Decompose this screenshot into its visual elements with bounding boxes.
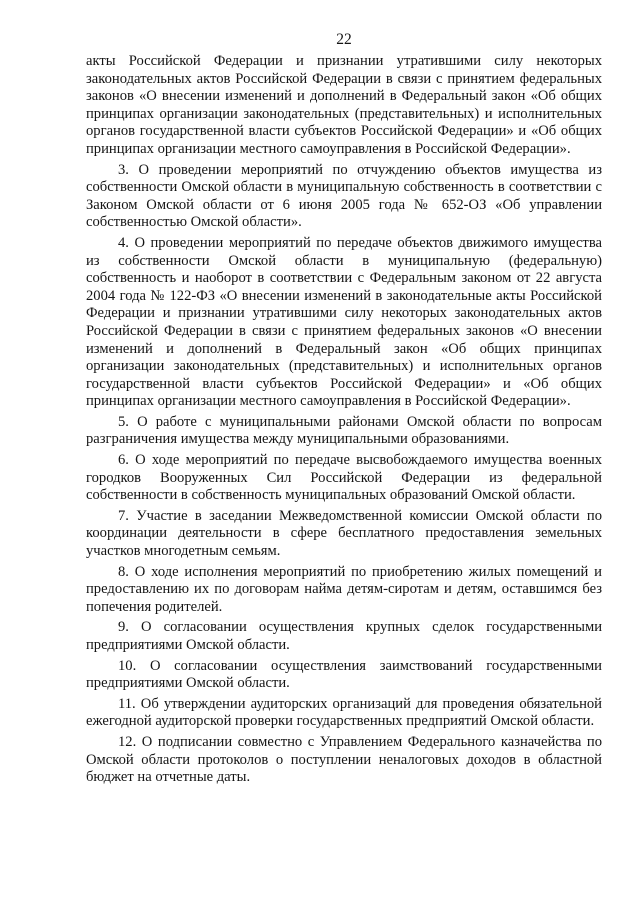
page-number: 22 <box>336 31 352 48</box>
agenda-item-6: 6. О ходе мероприятий по передаче высвобождаемого имущества военных городков Вооруженных Сил Российской Федерации из федеральной собственности в собственность муниципальных образований Омской области. <box>86 452 602 504</box>
paragraph-continuation: акты Российской Федерации и признании утратившими силу некоторых законодательных актов Российской Федерации в связи с принятием федеральных законов «О внесении изменений и дополнений в Федеральный закон «Об общих принципах организации законодательных (представительных) и исполнительных органов государственной власти субъектов Российской Федерации» и «Об общих принципах организации местного самоуправления в Российской Федерации». <box>86 53 602 157</box>
agenda-item-10: 10. О согласовании осуществления заимствований государственными предприятиями Омской области. <box>86 657 602 692</box>
agenda-item-8: 8. О ходе исполнения мероприятий по приобретению жилых помещений и предоставлению их по договорам найма детям-сиротам и детям, оставшимся без попечения родителей. <box>86 563 602 615</box>
agenda-item-4: 4. О проведении мероприятий по передаче объектов движимого имущества из собственности Омской области в муниципальную (федеральную) собственность и наоборот в соответствии с Федеральным законом от 22 августа 2004 года № 122-ФЗ «О внесении изменений в законодательные акты Российской Федерации и признании утратившими силу некоторых законодательных актов Российской Федерации в связи с принятием федеральных законов «О внесении изменений и дополнений в Федеральный закон «Об общих принципах организации законодательных (представительных) и исполнительных органов государственной власти субъектов Российской Федерации» и «Об общих принципах организации местного самоуправления в Российской Федерации». <box>86 234 602 410</box>
agenda-item-12: 12. О подписании совместно с Управлением Федерального казначейства по Омской области протоколов о поступлении неналоговых доходов в областной бюджет на отчетные даты. <box>86 733 602 786</box>
agenda-item-11: 11. Об утверждении аудиторских организаций для проведения обязательной ежегодной аудиторской проверки государственных предприятий Омской области. <box>86 695 602 730</box>
agenda-item-9: 9. О согласовании осуществления крупных сделок государственными предприятиями Омской области. <box>86 619 602 653</box>
agenda-item-3: 3. О проведении мероприятий по отчуждению объектов имущества из собственности Омской области в муниципальную собственность в соответствии с Законом Омской области от 6 июня 2005 года № 652-ОЗ «Об управлении собственностью Омской области». <box>86 161 602 231</box>
agenda-item-5: 5. О работе с муниципальными районами Омской области по вопросам разграничения имущества между муниципальными образованиями. <box>86 413 602 448</box>
agenda-item-7: 7. Участие в заседании Межведомственной комиссии Омской области по координации деятельности в сфере бесплатного предоставления земельных участков многодетным семьям. <box>86 507 602 560</box>
document-body <box>86 53 602 787</box>
